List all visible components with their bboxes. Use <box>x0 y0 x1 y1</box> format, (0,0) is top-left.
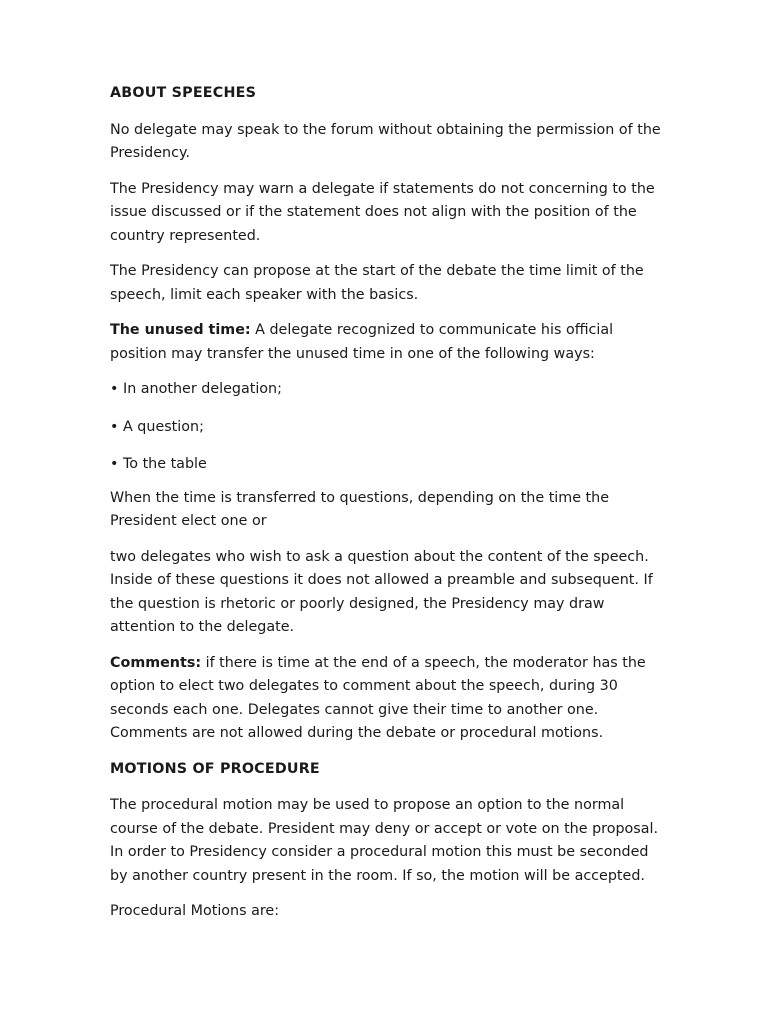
paragraph-unused-time <box>110 319 670 366</box>
comments-lead: Comments: <box>110 654 202 671</box>
bullet-item: • In another delegation; <box>110 381 282 397</box>
paragraph-permission: No delegate may speak to the forum without obtaining the permission of the Presidency. <box>110 121 661 161</box>
paragraph-warning: The Presidency may warn a delegate if statements do not concerning to the issue discussed or if the statement does not align with the position of the country represented. <box>110 180 655 244</box>
section-heading-motions: MOTIONS OF PROCEDURE <box>110 760 320 777</box>
section-heading-speeches: ABOUT SPEECHES <box>110 85 257 101</box>
paragraph-transfer-questions: When the time is transferred to questions, depending on the time the President elect one or <box>110 489 610 529</box>
paragraph-procedural-motion: The procedural motion may be used to propose an option to the normal course of the debate. President may deny or accept or vote on the proposal. In order to Presidency consider a procedural motion this must be seconded by another country present in the room. If so, the motion will be accepted. <box>110 797 659 884</box>
comments-text: if there is time at the end of a speech, the moderator has the option to elect two delegates to comment about the speech, during 30 seconds each one. Delegates cannot give their time to another one. Comments are not allowed during the debate or procedural motions. <box>110 654 646 741</box>
bullet-item: • To the table <box>110 456 207 472</box>
bullet-item: • A question; <box>110 418 204 435</box>
paragraph-question-delegates: two delegates who wish to ask a question about the content of the speech. Inside of these questions it does not allowed a preamble and subsequent. If the question is rhetoric or poorly designed, the Presidency may draw attention to the delegate. <box>110 548 653 635</box>
paragraph-procedural-list-intro: Procedural Motions are: <box>110 903 280 919</box>
document-page <box>110 82 670 936</box>
unused-time-text: A delegate recognized to communicate his official position may transfer the unused time in one of the following ways: <box>110 322 614 362</box>
paragraph-time-limit: The Presidency can propose at the start of the debate the time limit of the speech, limit each speaker with the basics. <box>110 263 644 303</box>
unused-time-lead: The unused time: <box>110 322 251 338</box>
paragraph-comments <box>110 652 670 746</box>
